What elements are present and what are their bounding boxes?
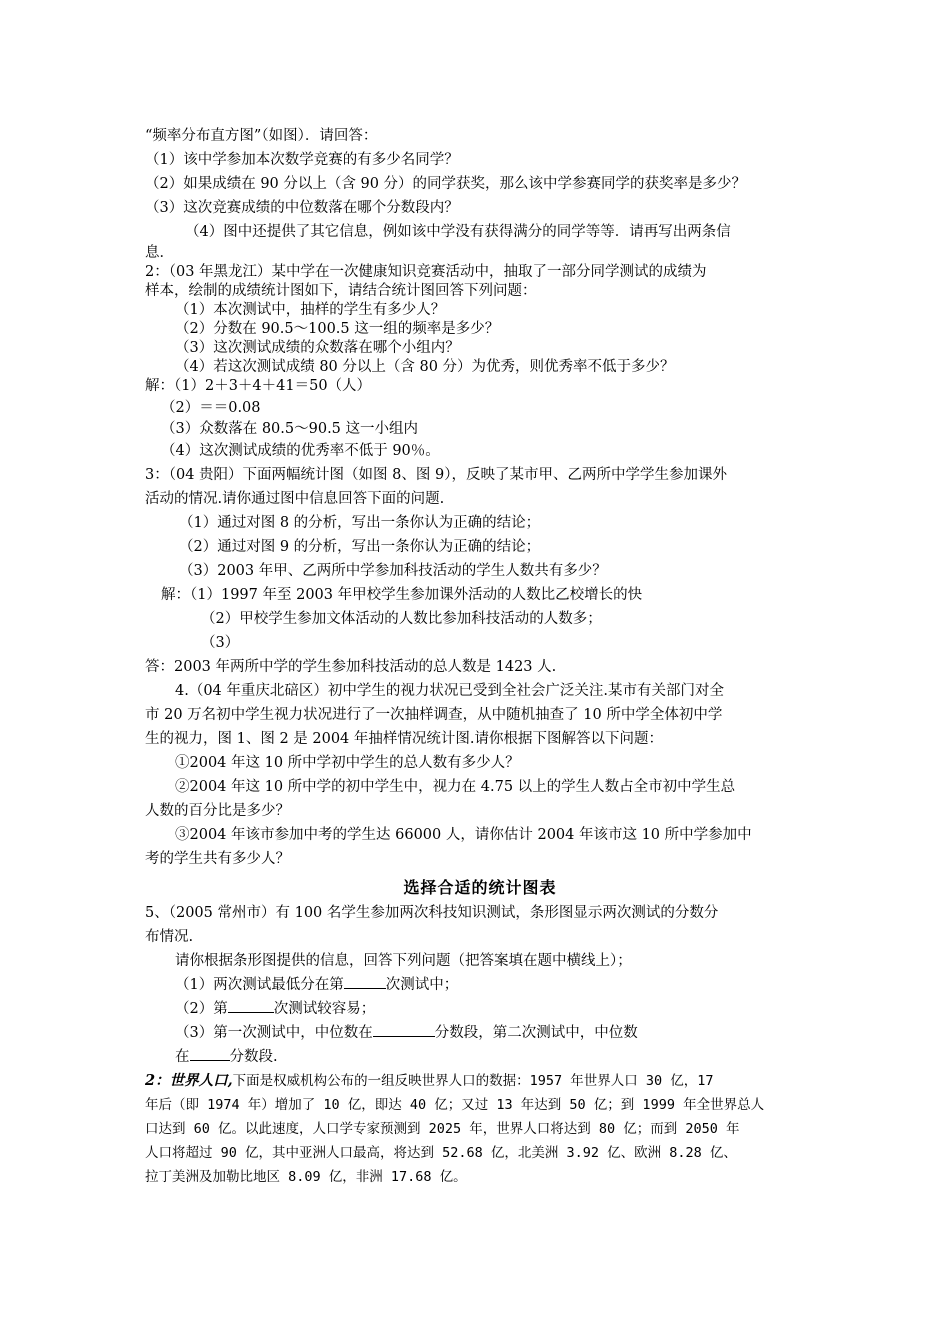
world-population-line-4: 人口将超过 90 亿，其中亚洲人口最高，将达到 52.68 亿，北美洲 3.92 亿、欧洲 8.28 亿、	[145, 1145, 737, 1161]
question-4-part-3-cont: 考的学生共有多少人？	[145, 851, 290, 867]
answer-2-part-1: 解：（1）2＋3＋4＋41＝50（人）	[145, 378, 372, 394]
question-3-stem-cont: 活动的情况.请你通过图中信息回答下面的问题.	[145, 491, 445, 507]
question-1-part-1: （1）该中学参加本次数学竞赛的有多少名同学？	[145, 152, 459, 168]
question-3-part-2: （2）通过对图 9 的分析，写出一条你认为正确的结论；	[179, 539, 541, 555]
question-2-part-1: （1）本次测试中，抽样的学生有多少人？	[175, 302, 446, 318]
question-4-part-1: ①2004 年这 10 所中学初中学生的总人数有多少人？	[175, 755, 520, 771]
question-1-part-4: （4）图中还提供了其它信息，例如该中学没有获得满分的同学等等．请再写出两条信	[185, 224, 731, 240]
answer-blank-2[interactable]	[228, 998, 274, 1013]
answer-blank-1[interactable]	[344, 974, 386, 989]
question-3-part-3: （3）2003 年甲、乙两所中学参加科技活动的学生人数共有多少？	[179, 563, 607, 579]
question-2-part-3: （3）这次测试成绩的众数落在哪个小组内？	[175, 340, 460, 356]
question-5-stem: 5、（2005 常州市）有 100 名学生参加两次科技知识测试，条形图显示两次测试的分数分	[145, 905, 719, 921]
question-2-stem: 2：（03 年黑龙江）某中学在一次健康知识竞赛活动中，抽取了一部分同学测试的成绩为	[145, 264, 707, 280]
answer-3-part-2: （2）甲校学生参加文体活动的人数比参加科技活动的人数多；	[201, 611, 602, 627]
answer-3-part-3: （3）	[201, 635, 240, 651]
question-2-part-2: （2）分数在 90.5～100.5 这一组的频率是多少？	[175, 321, 500, 337]
question-5-part-3-cont: 在 分数段.	[145, 1045, 815, 1069]
question-1-part-4-cont: 息．	[145, 245, 174, 261]
question-4-part-3: ③2004 年该市参加中考的学生达 66000 人，请你估计 2004 年该市这 10 所中学参加中	[175, 827, 752, 843]
question-1-part-3: （3）这次竞赛成绩的中位数落在哪个分数段内？	[145, 200, 459, 216]
question-1-part-2: （2）如果成绩在 90 分以上（含 90 分）的同学获奖，那么该中学参赛同学的获奖率是多少？	[145, 176, 747, 192]
question-4-stem-cont-2: 生的视力，图 1、图 2 是 2004 年抽样情况统计图.请你根据下图解答以下问题：	[145, 731, 664, 747]
question-2-part-4: （4）若这次测试成绩 80 分以上（含 80 分）为优秀，则优秀率不低于多少？	[175, 359, 675, 375]
answer-2-part-4: （4）这次测试成绩的优秀率不低于 90％。	[161, 443, 440, 459]
answer-2-part-3: （3）众数落在 80.5～90.5 这一小组内	[161, 421, 419, 437]
question-5-instruction: 请你根据条形图提供的信息，回答下列问题（把答案填在题中横线上）；	[175, 953, 632, 969]
question-5-stem-cont: 布情况.	[145, 929, 194, 945]
world-population-paragraph: 2：世界人口,下面是权威机构公布的一组反映世界人口的数据：1957 年世界人口 30 亿，17	[145, 1072, 714, 1089]
answer-blank-4[interactable]	[190, 1046, 230, 1061]
world-population-line-5: 拉丁美洲及加勒比地区 8.09 亿，非洲 17.68 亿。	[145, 1169, 467, 1185]
question-1-intro: “频率分布直方图”（如图）．请回答：	[145, 128, 378, 144]
question-3-part-1: （1）通过对图 8 的分析，写出一条你认为正确的结论；	[179, 515, 541, 531]
question-4-part-2-cont: 人数的百分比是多少？	[145, 803, 290, 819]
answer-2-part-2: （2）＝＝0.08	[161, 400, 261, 416]
question-3-stem: 3：（04 贵阳）下面两幅统计图（如图 8、图 9），反映了某市甲、乙两所中学学生参加课外	[145, 467, 727, 483]
question-5-part-1: （1）两次测试最低分在第 次测试中；	[145, 973, 815, 997]
question-4-part-2: ②2004 年这 10 所中学的初中学生中，视力在 4.75 以上的学生人数占全市初中学生总	[175, 779, 736, 795]
question-4-stem: 4.（04 年重庆北碚区）初中学生的视力状况已受到全社会广泛关注.某市有关部门对全	[175, 683, 725, 699]
section-heading: 选择合适的统计图表	[403, 878, 557, 897]
answer-blank-3[interactable]	[373, 1022, 435, 1037]
answer-3-part-1: 解：（1）1997 年至 2003 年甲校学生参加课外活动的人数比乙校增长的快	[161, 587, 643, 603]
question-5-part-3: （3）第一次测试中，中位数在 分数段，第二次测试中，中位数	[145, 1021, 815, 1045]
world-population-line-3: 口达到 60 亿。以此速度，人口学专家预测到 2025 年，世界人口将达到 80 亿；而到 2050 年	[145, 1121, 740, 1137]
answer-3-conclusion: 答：2003 年两所中学的学生参加科技活动的总人数是 1423 人.	[145, 659, 557, 675]
question-5-part-2: （2）第 次测试较容易；	[145, 997, 815, 1021]
question-4-stem-cont: 市 20 万名初中学生视力状况进行了一次抽样调查，从中随机抽查了 10 所中学全体初中学	[145, 707, 723, 723]
world-population-line-2: 年后（即 1974 年）增加了 10 亿，即达 40 亿；又过 13 年达到 50 亿；到 1999 年全世界总人	[145, 1097, 765, 1113]
document-page	[145, 124, 815, 1189]
question-2-stem-cont: 样本，绘制的成绩统计图如下，请结合统计图回答下列问题：	[145, 283, 537, 299]
world-population-label: 2：世界人口,	[145, 1072, 233, 1089]
